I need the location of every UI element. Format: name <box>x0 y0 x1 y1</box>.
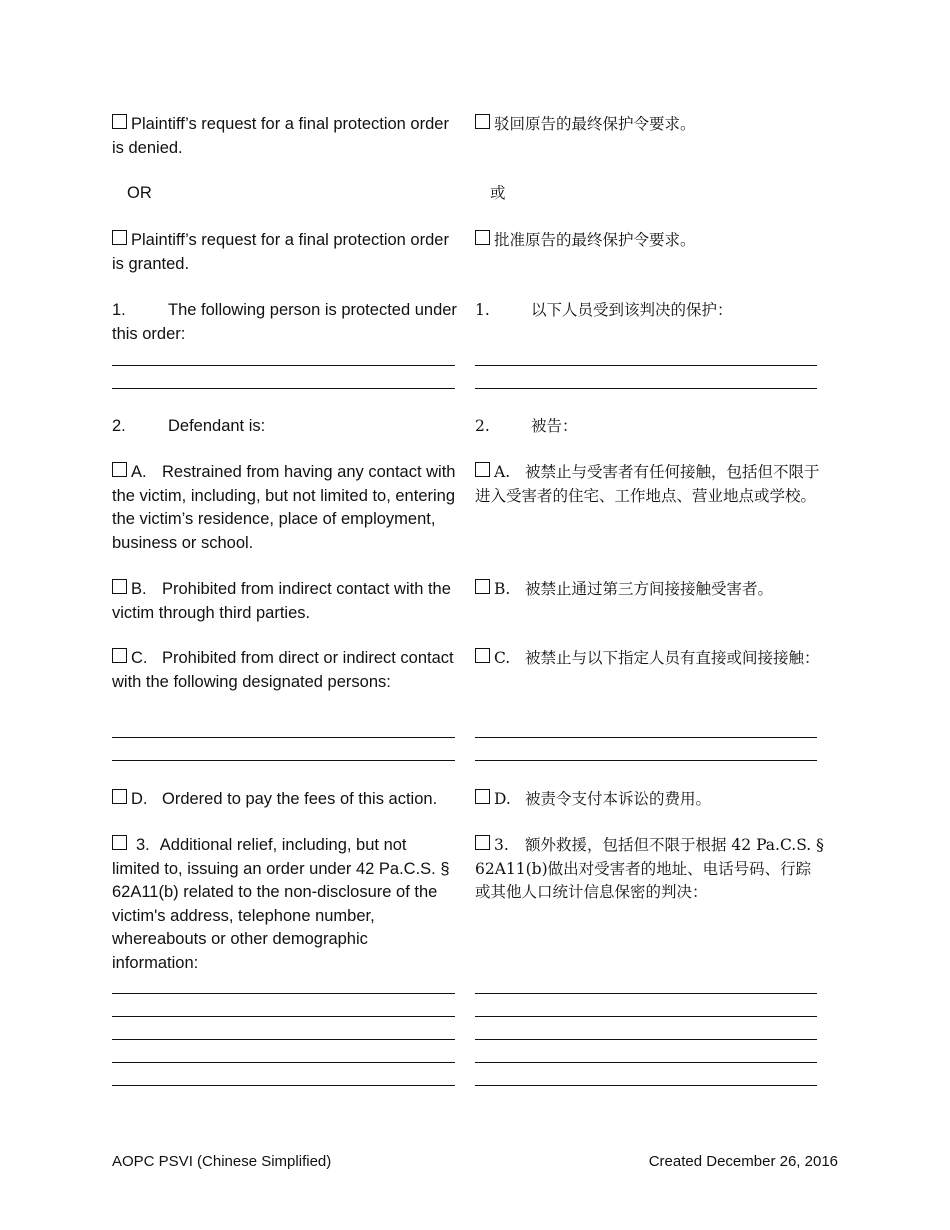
item1-zh <box>475 299 825 323</box>
itemB-text-zh: 被禁止通过第三方间接接触受害者。 <box>525 580 774 598</box>
or-label-en: OR <box>127 184 152 202</box>
additional-relief-line[interactable] <box>112 1016 455 1017</box>
itemA-text-en: Restrained from having any contact with the victim, including, but not limited to, entering the victim’s residence, place of employment, business or school. <box>112 463 456 552</box>
footer-created-date: Created December 26, 2016 <box>648 1153 838 1170</box>
itemC-letter-zh: C. <box>494 649 511 667</box>
granted-option-en <box>112 229 457 276</box>
item3-number-en: 3. <box>136 836 150 854</box>
additional-relief-line[interactable] <box>112 1085 455 1086</box>
itemD-letter-zh: D. <box>494 790 511 808</box>
itemB-en <box>112 578 457 625</box>
itemC-text-en: Prohibited from direct or indirect contact with the following designated persons: <box>112 649 454 691</box>
additional-relief-line[interactable] <box>475 1039 817 1040</box>
designated-persons-line[interactable] <box>112 760 455 761</box>
designated-persons-line[interactable] <box>475 737 817 738</box>
item2-text-en: Defendant is: <box>168 417 266 435</box>
itemA-en <box>112 461 457 555</box>
itemC-checkbox-en[interactable] <box>112 648 127 663</box>
item3-zh <box>475 834 825 905</box>
denied-option-en <box>112 113 457 160</box>
item3-number-zh: 3. <box>494 836 509 854</box>
or-label-zh: 或 <box>490 184 506 202</box>
granted-text-en: Plaintiff’s request for a final protection order is granted. <box>112 231 449 273</box>
granted-option-zh <box>475 229 825 253</box>
itemD-en <box>112 788 462 812</box>
additional-relief-line[interactable] <box>112 1039 455 1040</box>
denied-checkbox-zh[interactable] <box>475 114 490 129</box>
denied-text-en: Plaintiff’s request for a final protection order is denied. <box>112 115 449 157</box>
item3-text-zh: 额外救援，包括但不限于根据 42 Pa.C.S. § 62A11(b)做出对受害者的地址、电话号码、行踪或其他人口统计信息保密的判决： <box>475 836 824 901</box>
granted-checkbox-zh[interactable] <box>475 230 490 245</box>
designated-persons-line[interactable] <box>112 737 455 738</box>
item2-text-zh: 被告： <box>531 417 578 435</box>
item3-text-en: Additional relief, including, but not limited to, issuing an order under 42 Pa.C.S. § 62A11(b) related to the non-disclosure of the victim's address, telephone number, whereabouts or other demographic information: <box>112 836 450 972</box>
item2-number-en: 2. <box>112 417 126 435</box>
item2-zh <box>475 415 825 439</box>
item1-number-en: 1. <box>112 301 126 319</box>
itemA-checkbox-en[interactable] <box>112 462 127 477</box>
itemC-checkbox-zh[interactable] <box>475 648 490 663</box>
itemB-letter-zh: B. <box>494 580 511 598</box>
denied-option-zh <box>475 113 825 137</box>
additional-relief-line[interactable] <box>475 1016 817 1017</box>
protected-person-line[interactable] <box>475 365 817 366</box>
itemA-letter-zh: A. <box>494 463 511 481</box>
itemD-checkbox-zh[interactable] <box>475 789 490 804</box>
itemB-letter-en: B. <box>131 580 147 598</box>
item2-en <box>112 415 457 439</box>
protected-person-line[interactable] <box>112 388 455 389</box>
designated-persons-line[interactable] <box>475 760 817 761</box>
item1-text-en: The following person is protected under this order: <box>112 301 457 343</box>
itemB-checkbox-en[interactable] <box>112 579 127 594</box>
item3-en <box>112 834 457 975</box>
itemD-zh <box>475 788 825 812</box>
itemC-text-zh: 被禁止与以下指定人员有直接或间接接触： <box>525 649 820 667</box>
itemA-text-zh: 被禁止与受害者有任何接触，包括但不限于进入受害者的住宅、工作地点、营业地点或学校。 <box>475 463 820 505</box>
granted-text-zh: 批准原告的最终保护令要求。 <box>494 231 696 249</box>
itemD-text-en: Ordered to pay the fees of this action. <box>162 790 438 808</box>
item1-number-zh: 1. <box>475 301 490 319</box>
additional-relief-line[interactable] <box>112 1062 455 1063</box>
itemD-checkbox-en[interactable] <box>112 789 127 804</box>
itemB-checkbox-zh[interactable] <box>475 579 490 594</box>
itemC-en <box>112 647 457 694</box>
itemD-text-zh: 被责令支付本诉讼的费用。 <box>525 790 712 808</box>
additional-relief-line[interactable] <box>475 1085 817 1086</box>
additional-relief-line[interactable] <box>475 993 817 994</box>
item3-checkbox-en[interactable] <box>112 835 127 850</box>
protected-person-line[interactable] <box>475 388 817 389</box>
additional-relief-line[interactable] <box>475 1062 817 1063</box>
itemA-zh <box>475 461 825 508</box>
itemA-letter-en: A. <box>131 463 147 481</box>
item1-en <box>112 299 457 346</box>
itemB-text-en: Prohibited from indirect contact with the victim through third parties. <box>112 580 451 622</box>
itemD-letter-en: D. <box>131 790 148 808</box>
itemC-letter-en: C. <box>131 649 148 667</box>
item2-number-zh: 2. <box>475 417 490 435</box>
granted-checkbox-en[interactable] <box>112 230 127 245</box>
additional-relief-line[interactable] <box>112 993 455 994</box>
footer-form-id: AOPC PSVI (Chinese Simplified) <box>112 1153 332 1170</box>
itemA-checkbox-zh[interactable] <box>475 462 490 477</box>
itemC-zh <box>475 647 825 671</box>
protected-person-line[interactable] <box>112 365 455 366</box>
denied-checkbox-en[interactable] <box>112 114 127 129</box>
item3-checkbox-zh[interactable] <box>475 835 490 850</box>
item1-text-zh: 以下人员受到该判决的保护： <box>531 301 733 319</box>
denied-text-zh: 驳回原告的最终保护令要求。 <box>494 115 696 133</box>
itemB-zh <box>475 578 825 602</box>
